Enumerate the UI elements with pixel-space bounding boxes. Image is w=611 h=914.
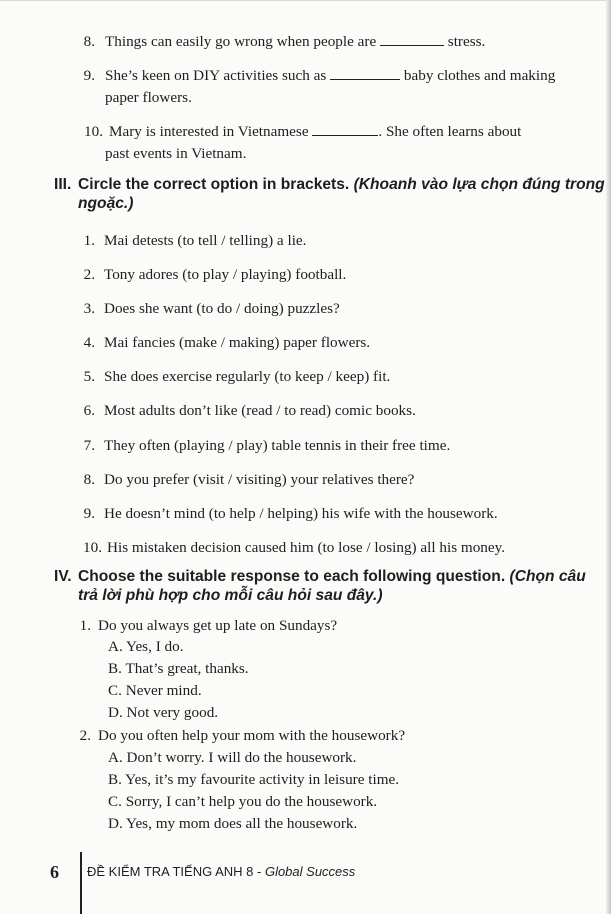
fill-blank-item	[105, 67, 555, 85]
answer-option[interactable]: D. Yes, my mom does all the housework.	[108, 815, 358, 832]
page-top-edge	[0, 0, 611, 1]
book-title: ĐỀ KIỂM TRA TIẾNG ANH 8 -	[87, 864, 265, 879]
answer-option[interactable]: D. Not very good.	[108, 704, 219, 721]
section-title-vi: (Khoanh vào lựa chọn đúng trong	[353, 176, 605, 193]
question-number: 1.	[79, 617, 91, 634]
item-number: 3.	[83, 300, 95, 317]
item-text: She’s keen on DIY activities such as	[105, 67, 327, 84]
answer-option[interactable]: A. Yes, I do.	[108, 638, 184, 655]
answer-option[interactable]: B. Yes, it’s my favourite activity in leisure time.	[108, 771, 400, 788]
question-number: 2.	[79, 727, 91, 744]
item-number: 5.	[83, 368, 95, 385]
list-item: Do you prefer (visit / visiting) your relatives there?	[104, 471, 415, 488]
question-text: Do you always get up late on Sundays?	[98, 617, 338, 634]
item-number: 1.	[83, 232, 95, 249]
section-number: III.	[54, 176, 72, 193]
question-text: Do you often help your mom with the housework?	[98, 727, 406, 744]
book-series: Global Success	[264, 864, 356, 879]
list-item: Does she want (to do / doing) puzzles?	[104, 300, 340, 317]
list-item: She does exercise regularly (to keep / keep) fit.	[104, 368, 391, 385]
list-item: Tony adores (to play / playing) football.	[104, 266, 347, 283]
item-text-continued: past events in Vietnam.	[105, 145, 247, 162]
footer-title	[87, 864, 355, 879]
answer-option[interactable]: C. Never mind.	[108, 682, 202, 699]
item-number: 8.	[83, 33, 95, 50]
fill-blank-item	[109, 123, 521, 141]
section-title-vi: ngoặc.)	[78, 195, 134, 212]
section-number: IV.	[54, 568, 72, 585]
list-item: They often (playing / play) table tennis in their free time.	[104, 437, 451, 454]
answer-option[interactable]: A. Don’t worry. I will do the housework.	[108, 749, 357, 766]
item-text: baby clothes and making	[403, 67, 556, 84]
item-text: stress.	[447, 33, 486, 50]
item-text-continued: paper flowers.	[105, 89, 192, 106]
item-text: Things can easily go wrong when people are	[105, 33, 377, 50]
footer-divider	[80, 852, 82, 914]
answer-blank[interactable]	[330, 67, 400, 80]
page-number: 6	[50, 862, 59, 882]
item-number: 10.	[84, 123, 103, 140]
item-number: 9.	[83, 67, 95, 84]
item-number: 8.	[83, 471, 95, 488]
list-item: He doesn’t mind (to help / helping) his wife with the housework.	[104, 505, 498, 522]
item-number: 4.	[83, 334, 95, 351]
list-item: Mai detests (to tell / telling) a lie.	[104, 232, 307, 249]
section-title-en: Choose the suitable response to each following question.	[78, 568, 506, 585]
page-binding-edge	[606, 0, 611, 914]
list-item: His mistaken decision caused him (to lose / losing) all his money.	[107, 539, 506, 556]
answer-blank[interactable]	[380, 33, 444, 46]
item-text: . She often learns about	[378, 123, 522, 140]
section-title-continued	[78, 195, 133, 213]
section-title	[78, 568, 586, 586]
answer-option[interactable]: C. Sorry, I can’t help you do the housework.	[108, 793, 378, 810]
item-text: Mary is interested in Vietnamese	[109, 123, 309, 140]
list-item: Most adults don’t like (read / to read) comic books.	[104, 402, 416, 419]
item-number: 9.	[83, 505, 95, 522]
answer-blank[interactable]	[312, 123, 378, 136]
item-number: 6.	[83, 402, 95, 419]
item-number: 7.	[83, 437, 95, 454]
answer-option[interactable]: B. That’s great, thanks.	[108, 660, 249, 677]
list-item: Mai fancies (make / making) paper flowers.	[104, 334, 371, 351]
item-number: 2.	[83, 266, 95, 283]
section-title-vi: (Chọn câu	[509, 568, 586, 585]
section-title-en: Circle the correct option in brackets.	[78, 176, 350, 193]
section-title-continued	[78, 587, 383, 605]
section-title	[78, 176, 605, 194]
section-title-vi: trả lời phù hợp cho mỗi câu hỏi sau đây.)	[78, 587, 383, 604]
fill-blank-item	[105, 33, 485, 51]
item-number: 10.	[83, 539, 102, 556]
